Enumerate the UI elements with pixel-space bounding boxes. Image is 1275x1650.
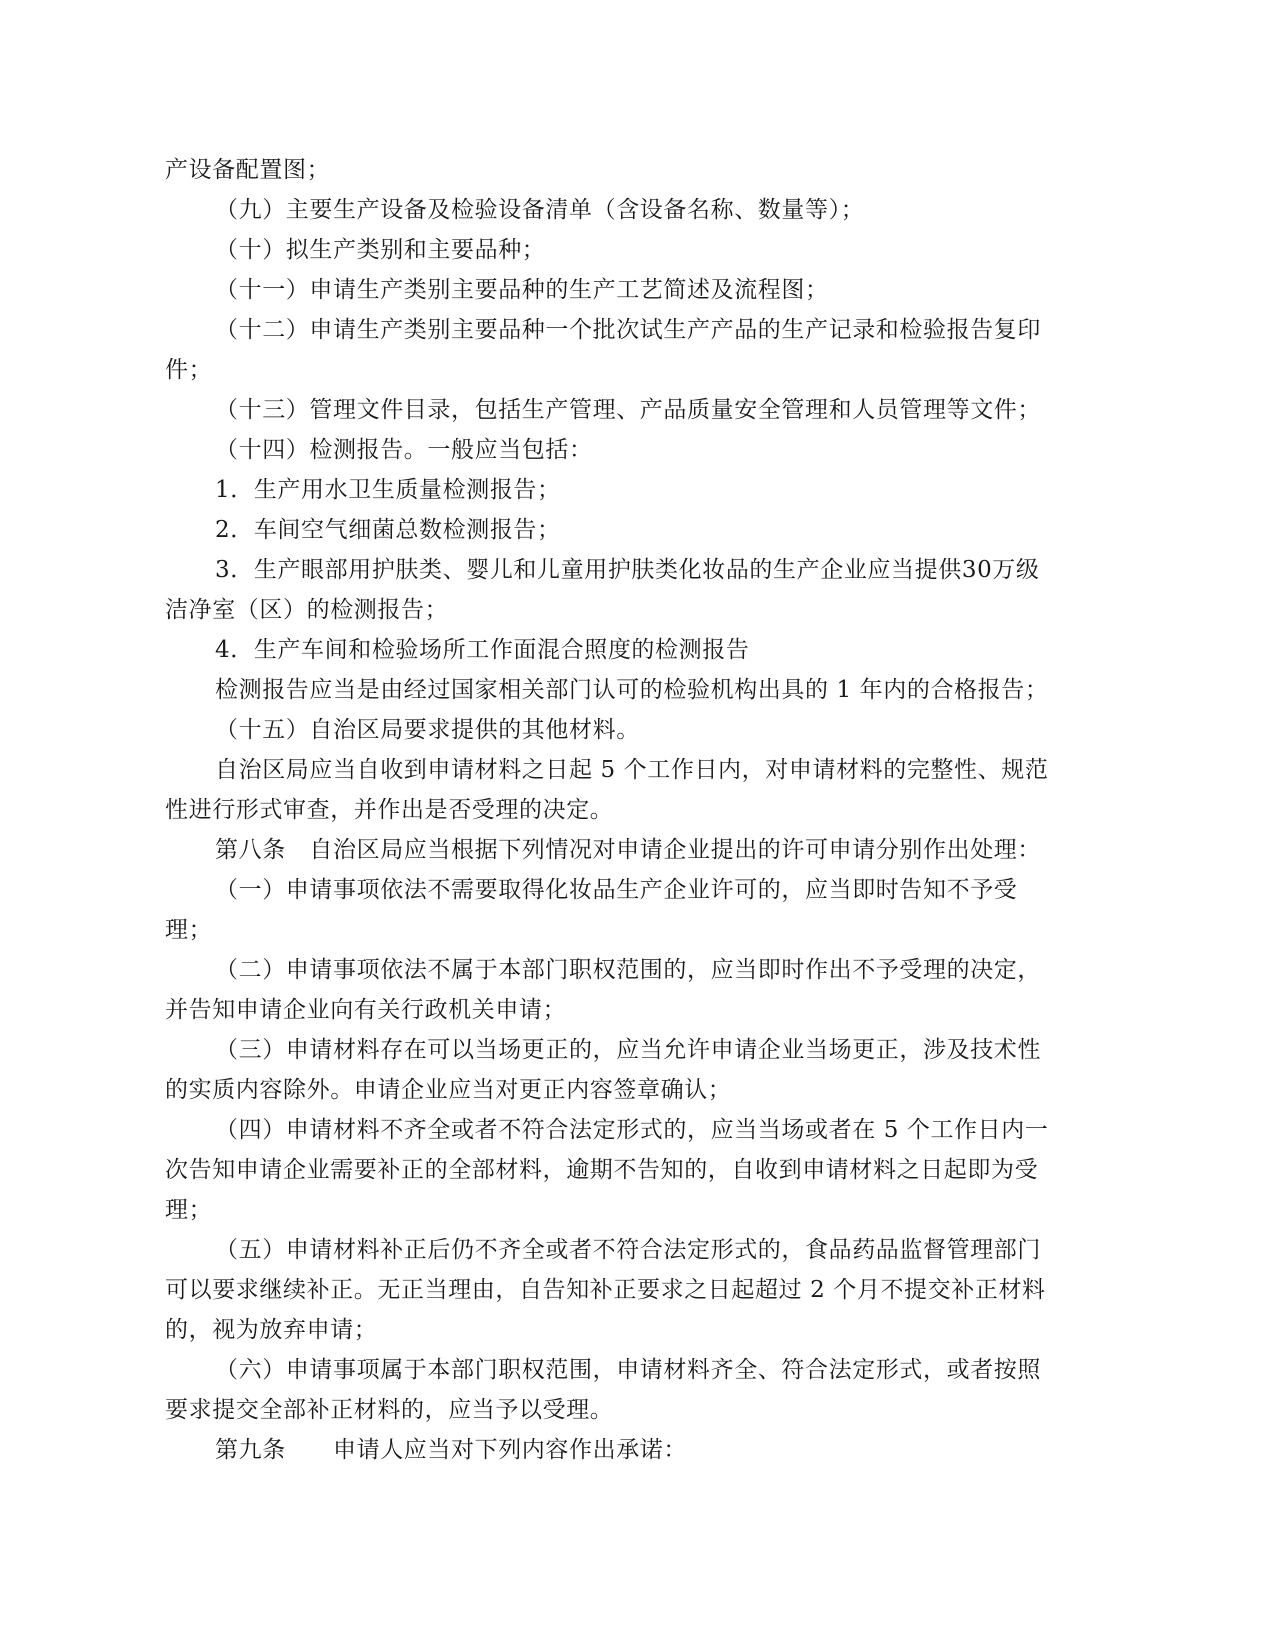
text-line: 第八条 自治区局应当根据下列情况对申请企业提出的许可申请分别作出处理： (215, 837, 1041, 863)
text-line: 的实质内容除外。申请企业应当对更正内容签章确认； (165, 1077, 732, 1103)
text-line: 3．生产眼部用护肤类、婴儿和儿童用护肤类化妆品的生产企业应当提供30万级 (215, 557, 1040, 583)
text-line: 的，视为放弃申请； (165, 1317, 378, 1343)
text-line: （六）申请事项属于本部门职权范围，申请材料齐全、符合法定形式，或者按照 (215, 1357, 1041, 1383)
text-line: （四）申请材料不齐全或者不符合法定形式的，应当当场或者在 5 个工作日内一 (215, 1117, 1049, 1143)
document-page (165, 150, 1097, 1470)
text-line: （十四）检测报告。一般应当包括： (215, 437, 593, 463)
text-line: （一）申请事项依法不需要取得化妆品生产企业许可的，应当即时告知不予受 (215, 877, 1018, 903)
text-line: 要求提交全部补正材料的，应当予以受理。 (165, 1397, 614, 1423)
text-line: （十五）自治区局要求提供的其他材料。 (215, 717, 640, 743)
text-line: 理； (165, 1197, 213, 1223)
text-line: 1．生产用水卫生质量检测报告； (215, 477, 561, 503)
text-line: （五）申请材料补正后仍不齐全或者不符合法定形式的，食品药品监督管理部门 (215, 1237, 1041, 1263)
text-line: （十）拟生产类别和主要品种； (215, 237, 546, 263)
text-line: 次告知申请企业需要补正的全部材料，逾期不告知的，自收到申请材料之日起即为受 (165, 1157, 1039, 1183)
text-line: （二）申请事项依法不属于本部门职权范围的，应当即时作出不予受理的决定， (215, 957, 1041, 983)
text-line: 可以要求继续补正。无正当理由，自告知补正要求之日起超过 2 个月不提交补正材料 (165, 1277, 1046, 1303)
text-line: （三）申请材料存在可以当场更正的，应当允许申请企业当场更正，涉及技术性 (215, 1037, 1041, 1063)
text-line: 自治区局应当自收到申请材料之日起 5 个工作日内，对申请材料的完整性、规范 (215, 757, 1049, 783)
text-line: （九）主要生产设备及检验设备清单（含设备名称、数量等）； (215, 197, 865, 223)
text-line: 产设备配置图； (165, 157, 331, 183)
text-line: 检测报告应当是由经过国家相关部门认可的检验机构出具的 1 年内的合格报告； (215, 677, 1049, 703)
text-line: （十一）申请生产类别主要品种的生产工艺简述及流程图； (215, 277, 829, 303)
text-line: 洁净室（区）的检测报告； (165, 597, 449, 623)
text-line: 第九条 申请人应当对下列内容作出承诺： (215, 1437, 687, 1463)
text-line: 2．车间空气细菌总数检测报告； (215, 517, 561, 543)
text-line: 理； (165, 917, 213, 943)
text-line: 性进行形式审查，并作出是否受理的决定。 (165, 797, 614, 823)
text-line: 件； (165, 357, 213, 383)
text-line: （十三）管理文件目录，包括生产管理、产品质量安全管理和人员管理等文件； (215, 397, 1041, 423)
text-line: 4．生产车间和检验场所工作面混合照度的检测报告 (215, 637, 750, 663)
text-line: 并告知申请企业向有关行政机关申请； (165, 997, 567, 1023)
text-line: （十二）申请生产类别主要品种一个批次试生产产品的生产记录和检验报告复印 (215, 317, 1041, 343)
